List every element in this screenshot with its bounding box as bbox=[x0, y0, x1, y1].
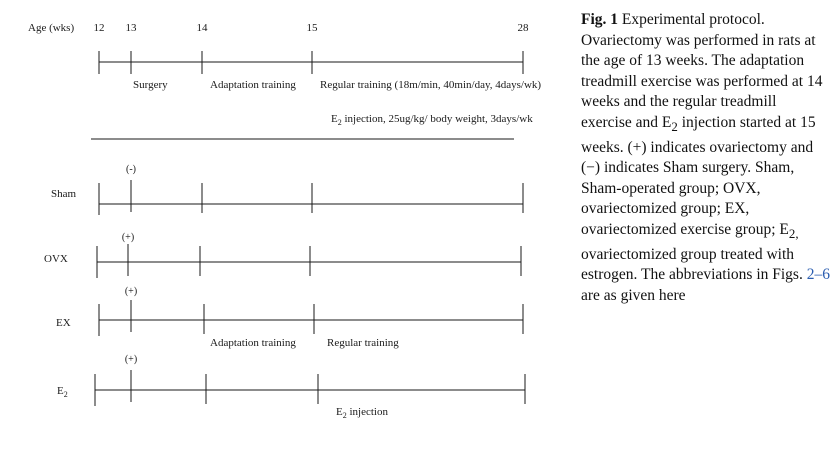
phase-regular-training: Regular training (18m/min, 40min/day, 4days/wk) bbox=[320, 79, 542, 91]
caption-subscript-2: 2, bbox=[788, 226, 799, 242]
age-tick-12: 12 bbox=[93, 22, 105, 34]
age-tick-15: 15 bbox=[306, 22, 318, 34]
group-label-ex: EX bbox=[56, 317, 71, 329]
figure-label: Fig. 1 bbox=[581, 11, 619, 28]
group-label-sham: Sham bbox=[51, 188, 77, 200]
ex-regular-training-label: Regular training bbox=[327, 337, 399, 349]
marker-sham: (-) bbox=[126, 164, 136, 175]
injection-note: $E_2$ injection, 25ug/kg/ body weight, 3days/wk bbox=[331, 113, 533, 127]
ex-adaptation-training-label: Adaptation training bbox=[210, 337, 296, 349]
age-axis-label: Age (wks) bbox=[28, 22, 75, 34]
marker-e2: (+) bbox=[124, 354, 138, 365]
marker-ex: (+) bbox=[124, 286, 138, 297]
caption-subscript-1: 2 bbox=[671, 119, 678, 135]
phase-adaptation-training: Adaptation training bbox=[210, 79, 296, 91]
figure-caption bbox=[581, 10, 831, 307]
caption-part-4: are as given here bbox=[581, 286, 686, 304]
age-tick-14: 14 bbox=[196, 22, 208, 34]
age-tick-28: 28 bbox=[517, 22, 529, 34]
caption-text bbox=[581, 10, 831, 307]
marker-ovx: (+) bbox=[121, 232, 135, 243]
figure-reference-link[interactable]: 2–6 bbox=[806, 266, 830, 284]
group-label-ovx: OVX bbox=[44, 253, 68, 265]
caption-part-2: injection started at 15 weeks. (+) indicates ovariectomy and (−) indicates Sham surgery. Sham, Sham-operated group; OVX, ovariectomized group; EX, ovariectomized exercise group; E bbox=[581, 113, 816, 239]
age-tick-13: 13 bbox=[125, 22, 137, 34]
caption-part-1: Experimental protocol. Ovariectomy was performed in rats at the age of 13 weeks. The adaptation treadmill exercise was performed at 14 weeks and the regular treadmill exercise and E bbox=[581, 11, 823, 131]
e2-injection-label: $E_2$ injection bbox=[336, 406, 388, 420]
phase-surgery: Surgery bbox=[133, 79, 168, 91]
caption-part-3: ovariectomized group treated with estrogen. The abbreviations in Figs. bbox=[581, 245, 807, 284]
group-label-e2: $E_2$ bbox=[57, 385, 68, 399]
